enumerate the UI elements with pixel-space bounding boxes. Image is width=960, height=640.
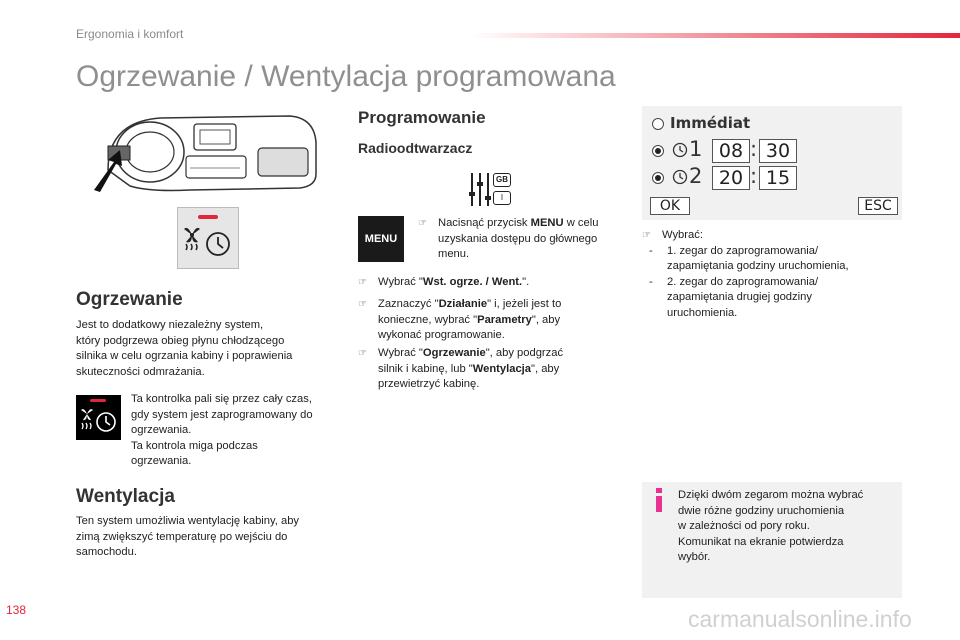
timer2-hours: 20 [712, 166, 750, 190]
page-title: Ogrzewanie / Wentylacja programowana [76, 60, 616, 93]
page-number: 138 [6, 603, 27, 617]
watermark: carmanualsonline.info [688, 606, 912, 632]
timer2-number: 2 [689, 164, 703, 188]
info-text: Dzięki dwóm zegarom można wybrać dwie różne godziny uruchomienia w zależności od pory roku. Komunikat na ekranie potwierdza wybór. [678, 489, 864, 563]
ventilation-heading: Wentylacja [76, 486, 175, 507]
timer2-separator: : [750, 164, 758, 188]
menu-key: MENU [358, 216, 404, 262]
esc-button[interactable]: ESC [858, 197, 898, 215]
heating-heading: Ogrzewanie [76, 289, 183, 310]
timer1-separator: : [750, 137, 758, 161]
timer1-number: 1 [689, 137, 703, 161]
language-badge: GB [493, 173, 511, 187]
step-select-heating: ☞ Wybrać "Wst. ogrze. / Went.". [358, 276, 530, 288]
timer2-radio [652, 172, 664, 184]
heating-indicator-icon [76, 395, 121, 440]
ventilation-description: Ten system umożliwia wentylację kabiny, aby zimą zwiększyć temperaturę po wejściu do samochodu. [76, 515, 300, 558]
radio-settings-icon [467, 170, 513, 210]
step-select-action: ☞ Zaznaczyć "Działanie" i, jeżeli jest to konieczne, wybrać "Parametry", aby wykonać programowanie. [358, 298, 562, 341]
step-press-menu: ☞ Nacisnąć przycisk MENU w celu uzyskania dostępu do głównego menu. [418, 217, 599, 260]
timer2-minutes: 15 [759, 166, 797, 190]
ok-button[interactable]: OK [650, 197, 690, 215]
immediate-radio [652, 118, 664, 130]
heating-control-icon [177, 207, 239, 269]
section-label: Ergonomia i komfort [76, 27, 184, 41]
timer-screen-panel [642, 106, 902, 220]
radio-subheading: Radioodtwarzacz [358, 140, 473, 156]
heating-description: Jest to dodatkowy niezależny system, który podgrzewa obieg płynu chłodzącego silnika w celu ogrzania kabiny i poprawienia skuteczności odmrażania. [76, 319, 293, 378]
step-select-mode: ☞ Wybrać "Ogrzewanie", aby podgrzać silnik i kabinę, lub "Wentylacja", aby przewietrzyć kabinę. [358, 347, 564, 390]
info-icon [653, 488, 665, 514]
dashboard-illustration [90, 112, 322, 198]
timer1-minutes: 30 [759, 139, 797, 163]
indicator-description: Ta kontrolka pali się przez cały czas, gdy system jest zaprogramowany do ogrzewania. Ta kontrola miga podczas ogrzewania. [131, 393, 313, 467]
immediate-label: Immédiat [670, 114, 751, 132]
clock-icon [672, 142, 688, 163]
header-accent-bar [470, 33, 960, 38]
language-marker: I [493, 191, 511, 205]
clock-icon [672, 169, 688, 190]
selection-instructions: ☞ Wybrać: - 1. zegar do zaprogramowania/ zapamiętania godziny uruchomienia, - 2. zegar do zaprogramowania/ zapamiętania drugiej godziny uruchomienia. [642, 229, 849, 319]
programming-heading: Programowanie [358, 108, 486, 127]
timer1-hours: 08 [712, 139, 750, 163]
info-box [642, 482, 902, 598]
timer1-radio [652, 145, 664, 157]
